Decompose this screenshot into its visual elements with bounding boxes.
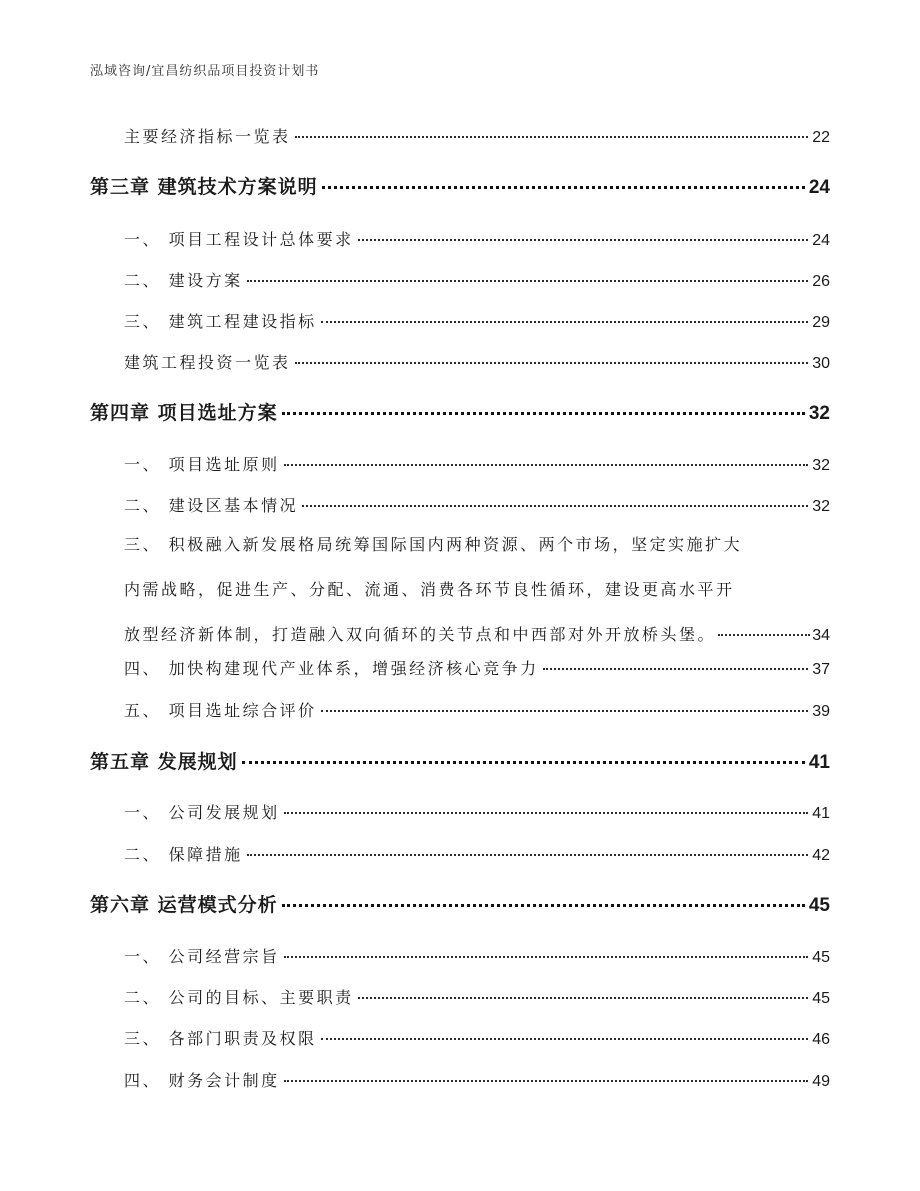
- toc-entry[interactable]: [90, 944, 830, 967]
- toc-entry[interactable]: [90, 350, 830, 373]
- toc-page-number: 22: [812, 129, 830, 146]
- toc-entry-label: 建筑工程投资一览表: [124, 353, 291, 372]
- toc-entry-label-line: 三、 积极融入新发展格局统筹国际国内两种资源、两个市场，坚定实施扩大: [124, 535, 743, 554]
- toc-page-number: 42: [812, 847, 830, 864]
- toc-page-number: 49: [812, 1073, 830, 1090]
- toc-entry-label: 二、 公司的目标、主要职责: [124, 988, 354, 1007]
- toc-page-number: 29: [812, 314, 830, 331]
- toc-page-number: 41: [812, 805, 830, 822]
- toc-entry-multiline[interactable]: [124, 522, 830, 657]
- toc-entry[interactable]: [90, 800, 830, 823]
- toc-leader: [295, 136, 809, 138]
- toc-leader: [242, 761, 805, 764]
- toc-leader: [284, 956, 809, 958]
- toc-entry[interactable]: [90, 698, 830, 721]
- toc-page-number: 46: [812, 1031, 830, 1048]
- page-header: 泓域咨询/宜昌纺织品项目投资计划书: [90, 64, 320, 79]
- toc-page-number: 26: [812, 273, 830, 290]
- toc-entry-label: 四、 财务会计制度: [124, 1071, 280, 1090]
- toc-leader: [322, 186, 805, 189]
- toc-page-number: 32: [812, 498, 830, 515]
- toc-page-number: 32: [812, 457, 830, 474]
- toc-entry-label: 五、 项目选址综合评价: [124, 701, 317, 720]
- toc-entry-label: 二、 保障措施: [124, 845, 243, 864]
- toc-page-number: 39: [812, 703, 830, 720]
- toc-page-number: 24: [812, 232, 830, 249]
- toc-page-number: 24: [808, 177, 830, 198]
- toc-leader: [543, 668, 809, 670]
- toc-page-number: 41: [808, 752, 830, 773]
- toc-entry[interactable]: [90, 493, 830, 516]
- toc-entry[interactable]: [90, 124, 830, 147]
- toc-entry[interactable]: [90, 1026, 830, 1049]
- toc-chapter[interactable]: [90, 890, 830, 917]
- toc-chapter-label: 第五章 发展规划: [90, 751, 238, 773]
- toc-entry-last-line: [124, 612, 830, 657]
- toc-leader: [302, 505, 808, 507]
- toc-entry[interactable]: [90, 268, 830, 291]
- toc-entry[interactable]: [90, 227, 830, 250]
- toc-leader: [358, 997, 809, 999]
- toc-leader: [282, 904, 805, 907]
- toc-leader: [284, 464, 809, 466]
- toc-leader: [247, 854, 809, 856]
- toc-leader: [295, 362, 809, 364]
- toc-entry-label: 一、 公司发展规划: [124, 803, 280, 822]
- toc-entry-label: 二、 建设区基本情况: [124, 496, 299, 515]
- toc-entry[interactable]: [90, 1068, 830, 1091]
- toc-entry[interactable]: [90, 985, 830, 1008]
- toc-entry-label: 四、 加快构建现代产业体系，增强经济核心竞争力: [124, 659, 539, 678]
- toc-entry-label: 主要经济指标一览表: [124, 127, 291, 146]
- toc-entry-label: 一、 项目工程设计总体要求: [124, 230, 354, 249]
- toc-leader: [321, 710, 809, 712]
- toc-entry-label: 三、 各部门职责及权限: [124, 1029, 317, 1048]
- toc-leader: [321, 321, 809, 323]
- toc-entry-label: 二、 建设方案: [124, 271, 243, 290]
- toc-page-number: 45: [812, 949, 830, 966]
- toc-entry-label: 三、 建筑工程建设指标: [124, 312, 317, 331]
- toc-page-number: 32: [808, 403, 830, 424]
- toc-entry-label-line: 放型经济新体制，打造融入双向循环的关节点和中西部对外开放桥头堡。: [124, 625, 717, 644]
- toc-leader: [284, 1080, 809, 1082]
- toc-entry[interactable]: [90, 656, 830, 679]
- toc-leader: [718, 634, 810, 636]
- toc-entry-label: 一、 公司经营宗旨: [124, 947, 280, 966]
- toc-page-number: 34: [812, 627, 830, 644]
- toc-leader: [282, 412, 805, 415]
- toc-page-number: 30: [812, 355, 830, 372]
- toc-leader: [247, 280, 809, 282]
- toc-chapter-label: 第四章 项目选址方案: [90, 402, 278, 424]
- toc-chapter-label: 第六章 运营模式分析: [90, 894, 278, 916]
- toc-chapter[interactable]: [90, 747, 830, 774]
- toc-entry[interactable]: [90, 309, 830, 332]
- toc-entry[interactable]: [90, 842, 830, 865]
- toc-chapter[interactable]: [90, 398, 830, 425]
- toc-page-number: 45: [808, 895, 830, 916]
- toc-entry-label-line: 内需战略，促进生产、分配、流通、消费各环节良性循环，建设更高水平开: [124, 580, 735, 599]
- toc-page-number: 37: [812, 661, 830, 678]
- toc-leader: [284, 812, 809, 814]
- toc-leader: [321, 1038, 809, 1040]
- toc-chapter-label: 第三章 建筑技术方案说明: [90, 176, 318, 198]
- toc-leader: [358, 239, 809, 241]
- toc-entry-label: 一、 项目选址原则: [124, 455, 280, 474]
- toc-chapter[interactable]: [90, 172, 830, 199]
- toc-page-number: 45: [812, 990, 830, 1007]
- toc-entry[interactable]: [90, 452, 830, 475]
